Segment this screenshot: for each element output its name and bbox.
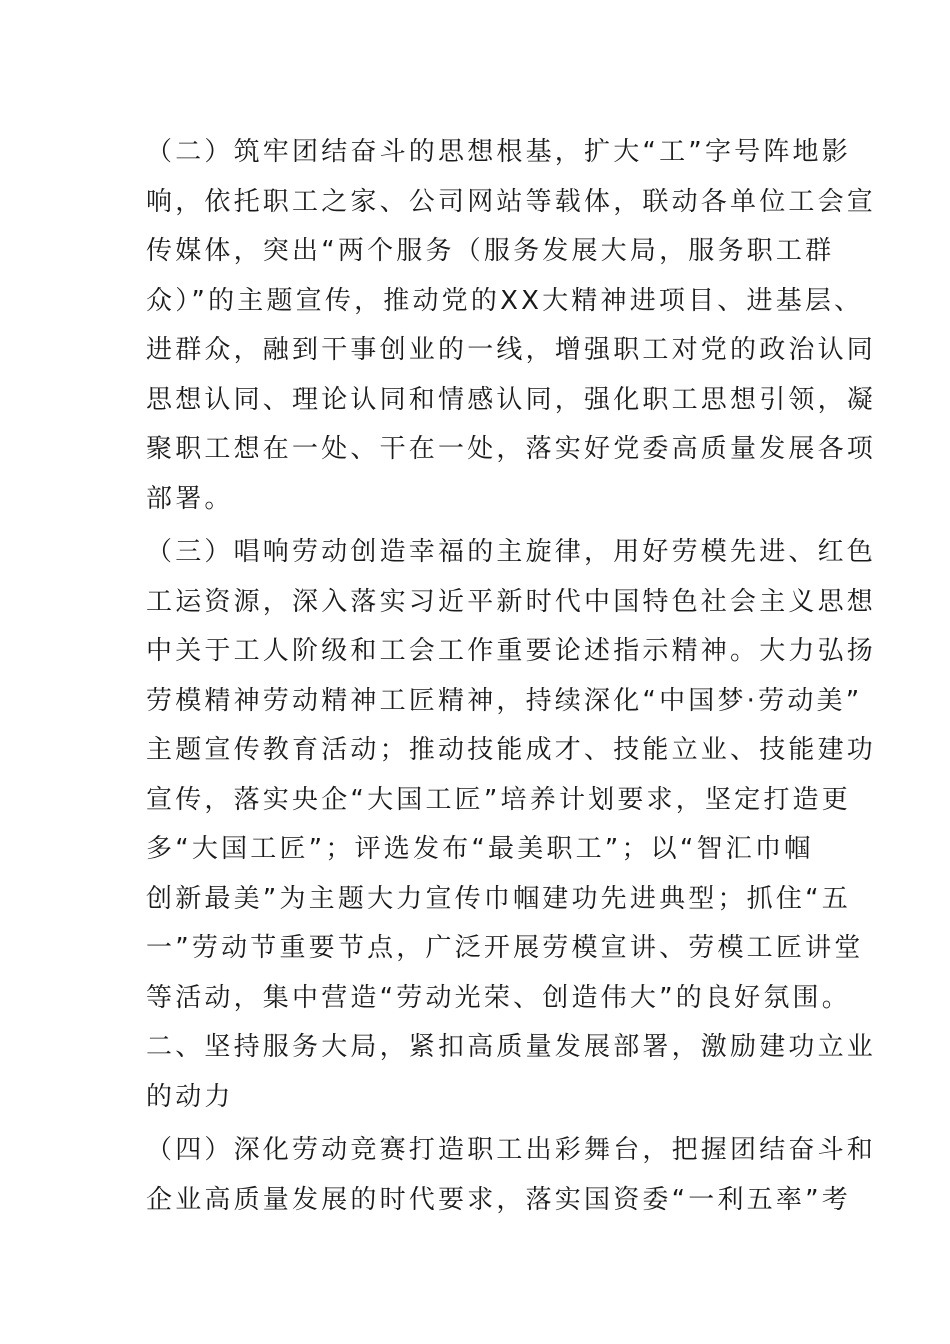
paragraph-4 [146, 1126, 877, 1225]
text-line: 中关于工人阶级和工会工作重要论述指示精神。大力弘扬 [146, 636, 877, 666]
text-line: 部署。 [146, 483, 234, 514]
text-line: 进群众，融到干事创业的一线，增强职工对党的政治认同 [146, 335, 877, 365]
paragraph-2 [146, 128, 877, 524]
heading-line: 二、坚持服务大局，紧扣高质量发展部署，激励建功立业 [146, 1032, 877, 1062]
text-line: （三）唱响劳动创造幸福的主旋律，用好劳模先进、红色 [146, 537, 877, 567]
text-line: 思想认同、理论认同和情感认同，强化职工思想引领，凝 [146, 384, 877, 415]
text-line: 传媒体，突出“两个服务（服务发展大局，服务职工群 [146, 236, 835, 266]
text-line: 一”劳动节重要节点，广泛开展劳模宣讲、劳模工匠讲堂 [146, 933, 864, 963]
text-line: 多“大国工匠”；评选发布“最美职工”；以“智汇巾帼 [146, 834, 814, 864]
text-line: （四）深化劳动竞赛打造职工出彩舞台，把握团结奋斗和 [146, 1135, 877, 1165]
text-line: 创新最美”为主题大力宣传巾帼建功先进典型；抓住“五 [146, 883, 851, 914]
paragraph-3 [146, 528, 877, 1023]
text-line: 工运资源，深入落实习近平新时代中国特色社会主义思想 [146, 586, 877, 617]
text-line: 主题宣传教育活动；推动技能成才、技能立业、技能建功 [146, 735, 877, 765]
heading-line: 的动力 [146, 1081, 234, 1112]
text-line: 等活动，集中营造“劳动光荣、创造伟大”的良好氛围。 [146, 982, 851, 1013]
text-line: 响，依托职工之家、公司网站等载体，联动各单位工会宣 [146, 186, 877, 217]
text-line: 聚职工想在一处、干在一处，落实好党委高质量发展各项 [146, 434, 877, 464]
text-line: 众）”的主题宣传，推动党的XX大精神进项目、进基层、 [146, 285, 864, 316]
document-body [146, 128, 877, 1225]
text-line: 企业高质量发展的时代要求，落实国资委“一利五率”考 [146, 1184, 851, 1215]
section-heading-2 [146, 1023, 877, 1122]
text-line: （二）筑牢团结奋斗的思想根基，扩大“工”字号阵地影 [146, 137, 851, 167]
text-line: 宣传，落实央企“大国工匠”培养计划要求，坚定打造更 [146, 784, 851, 815]
text-line: 劳模精神劳动精神工匠精神，持续深化“中国梦·劳动美” [146, 685, 863, 716]
